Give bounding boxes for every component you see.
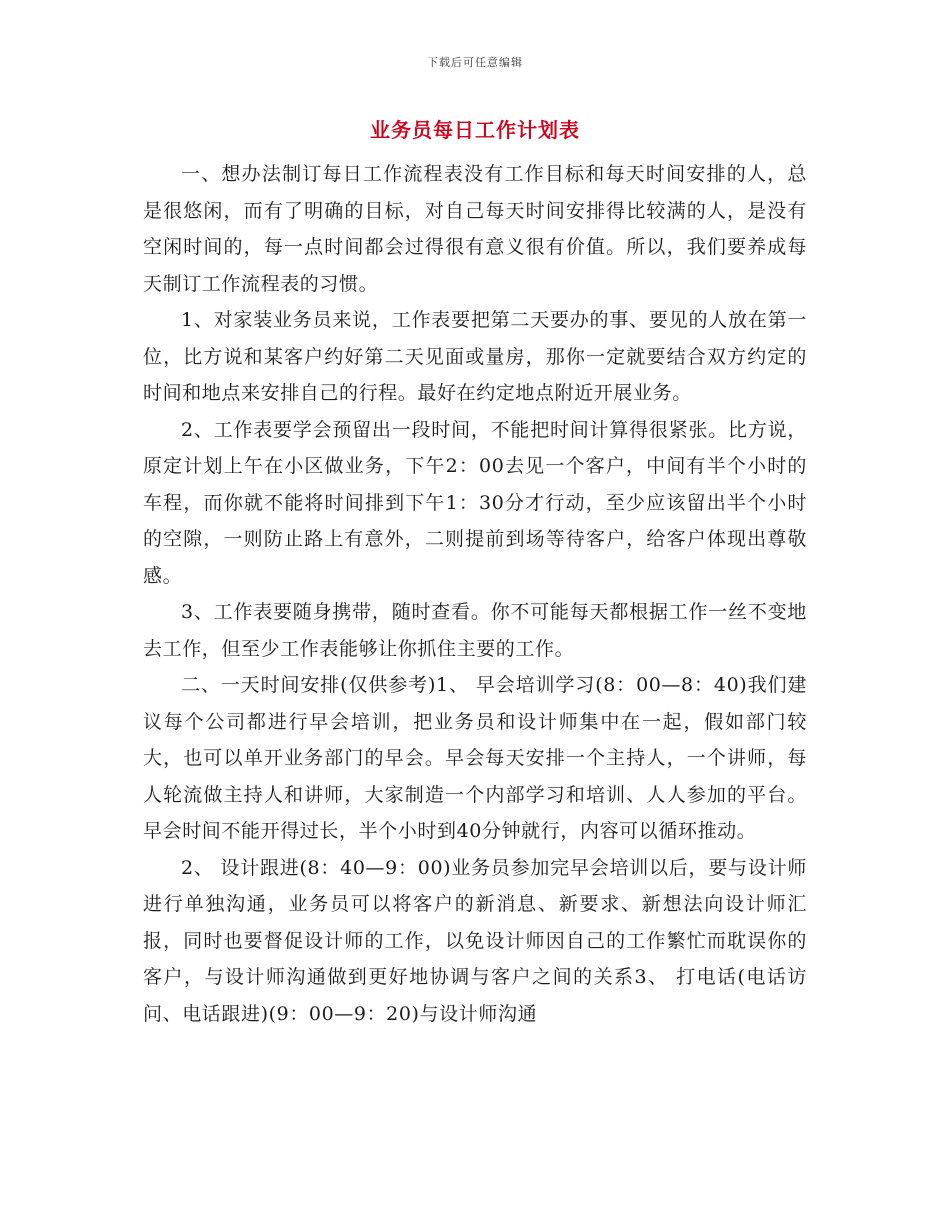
header-note: 下载后可任意编辑 [427, 56, 523, 69]
paragraph-point-1: 1、对家装业务员来说，工作表要把第二天要办的事、要见的人放在第一位，比方说和某客户约好第二天见面或量房，那你一定就要结合双方约定的时间和地点来安排自己的行程。最好在约定地点附近开展业务。 [143, 309, 807, 404]
paragraph-point-3: 3、工作表要随身携带，随时查看。你不可能每天都根据工作一丝不变地去工作，但至少工作表能够让你抓住主要的工作。 [143, 601, 807, 660]
paragraph-intro: 一、想办法制订每日工作流程表没有工作目标和每天时间安排的人，总是很悠闲，而有了明确的目标，对自己每天时间安排得比较满的人，是没有空闲时间的，每一点时间都会过得很有意义很有价值。所以，我们要养成每天制订工作流程表的习惯。 [143, 163, 807, 295]
paragraph-schedule-1: 二、一天时间安排(仅供参考)1、 早会培训学习(8：00—8：40)我们建议每个公司都进行早会培训，把业务员和设计师集中在一起，假如部门较大，也可以单开业务部门的早会。早会每天安排一个主持人，一个讲师，每人轮流做主持人和讲师，大家制造一个内部学习和培训、人人参加的平台。早会时间不能开得过长，半个小时到40分钟就行，内容可以循环推动。 [143, 674, 807, 842]
paragraph-schedule-2: 2、 设计跟进(8：40—9：00)业务员参加完早会培训以后，要与设计师进行单独沟通，业务员可以将客户的新消息、新要求、新想法向设计师汇报，同时也要督促设计师的工作，以免设计师因自己的工作繁忙而耽误你的客户，与设计师沟通做到更好地协调与客户之间的关系3、 打电话(电话访问、电话跟进)(9：00—9：20)与设计师沟通 [143, 856, 807, 1025]
paragraph-point-2: 2、工作表要学会预留出一段时间，不能把时间计算得很紧张。比方说，原定计划上午在小区做业务，下午2：00去见一个客户，中间有半个小时的车程，而你就不能将时间排到下午1：30分才行动，至少应该留出半个小时的空隙，一则防止路上有意外，二则提前到场等待客户，给客户体现出尊敬感。 [143, 418, 807, 587]
document-body [143, 156, 807, 1032]
document-title: 业务员每日工作计划表 [370, 118, 580, 142]
